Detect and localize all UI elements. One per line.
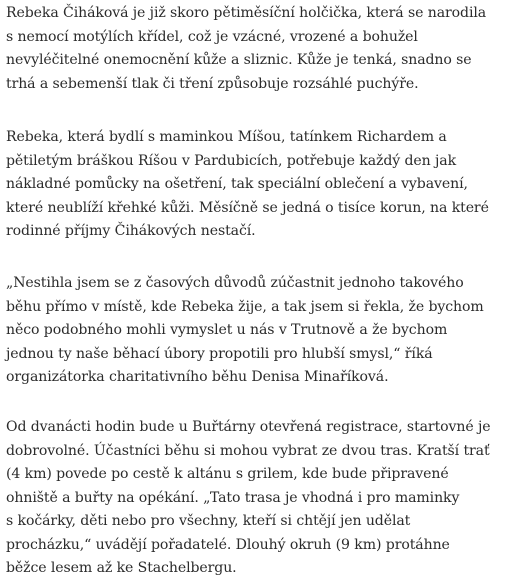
paragraph-line: „Nestihla jsem se z časových důvodů zúčastnit jednoho takového <box>6 275 464 291</box>
paragraph-line: nákladné pomůcky na ošetření, tak speciální oblečení a vybavení, <box>6 176 468 192</box>
paragraph-line: něco podobného mohli vymyslet u nás v Trutnově a že bychom <box>6 322 448 338</box>
article-paragraph <box>6 272 484 390</box>
paragraph-line: s kočárky, děti nebo pro všechny, kteří si chtějí jen udělat <box>6 513 411 529</box>
article-paragraph <box>6 416 491 581</box>
article-paragraph <box>6 126 489 244</box>
paragraph-line: Rebeka Čiháková je již skoro pětiměsíční holčička, která se narodila <box>6 5 487 21</box>
article-paragraph <box>6 2 486 96</box>
paragraph-line: dobrovolné. Účastníci běhu si mohou vybrat ze dvou tras. Kratší trať <box>6 442 490 459</box>
paragraph-line: organizátorka charitativního běhu Denisa Minaříková. <box>6 369 389 385</box>
paragraph-line: Od dvanácti hodin bude u Buřtárny otevřená registrace, startovné je <box>6 419 491 435</box>
paragraph-line: pětiletým bráškou Ríšou v Pardubicích, potřebuje každý den jak <box>6 152 457 169</box>
paragraph-line: ohniště a buřty na opékání. „Tato trasa je vhodná i pro maminky <box>6 489 460 506</box>
paragraph-line: běhu přímo v místě, kde Rebeka žije, a tak jsem si řekla, že bychom <box>6 298 484 315</box>
paragraph-line: (4 km) povede po cestě k altánu s grilem, kde bude připravené <box>6 466 449 482</box>
paragraph-line: trhá a sebemenší tlak či tření způsobuje rozsáhlé puchýře. <box>6 75 419 92</box>
paragraph-line: nevyléčitelné onemocnění kůže a sliznic. Kůže je tenká, snadno se <box>6 52 472 68</box>
paragraph-line: které neublíží křehké kůži. Měsíčně se jedná o tisíce korun, na které <box>6 199 489 216</box>
paragraph-line: Rebeka, která bydlí s maminkou Míšou, tatínkem Richardem a <box>6 129 447 145</box>
paragraph-line: jednou ty naše běhací úbory propotili pro hlubší smysl,“ říká <box>6 345 433 362</box>
paragraph-line: běžce lesem až ke Stachelbergu. <box>6 560 237 576</box>
paragraph-line: s nemocí motýlích křídel, což je vzácné, vrozené a bohužel <box>6 28 418 45</box>
paragraph-line: rodinné příjmy Čihákových nestačí. <box>6 223 256 239</box>
paragraph-line: procházku,“ uvádějí pořadatelé. Dlouhý okruh (9 km) protáhne <box>6 536 450 553</box>
